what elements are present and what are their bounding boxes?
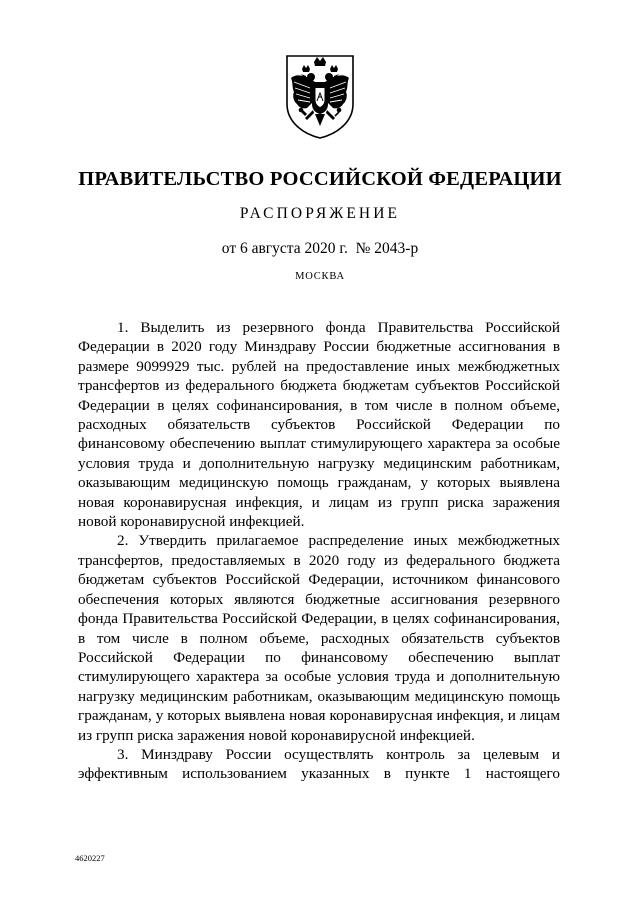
document-type: РАСПОРЯЖЕНИЕ	[239, 205, 401, 222]
document-code: 4620227	[75, 853, 105, 863]
paragraph-3: 3. Минздраву России осуществлять контроль за целевым и эффективным использованием указанных в пункте 1 настоящего	[78, 745, 560, 783]
paragraph-2: 2. Утвердить прилагаемое распределение иных межбюджетных трансфертов, предоставляемых в 2020 году из федерального бюджета бюджетам субъектов Российской Федерации, источником финансового обеспечения которых являются бюджетные ассигнования резервного фонда Правительства Российской Федерации, в целях софинансирования, в том числе в полном объеме, расходных обязательств субъектов Российской Федерации по финансовому обеспечению выплат стимулирующего характера за особые условия труда и дополнительную нагрузку медицинским работникам, оказывающим медицинскую помощь гражданам, у которых выявлена новая коронавирусная инфекция, и лицам из групп риска заражения новой коронавирусной инфекцией.	[78, 532, 560, 744]
government-title: ПРАВИТЕЛЬСТВО РОССИЙСКОЙ ФЕДЕРАЦИИ	[78, 168, 562, 190]
paragraph-1: 1. Выделить из резервного фонда Правительства Российской Федерации в 2020 году Минздраву России бюджетные ассигнования в размере 9099929 тыс. рублей на предоставление иных межбюджетных трансфертов из федерального бюджета бюджетам субъектов Российской Федерации в целях софинансирования, в том числе в полном объеме, расходных обязательств субъектов Российской Федерации по финансовому обеспечению выплат стимулирующего характера за особые условия труда и дополнительную нагрузку медицинским работникам, оказывающим медицинскую помощь гражданам, у которых выявлена новая коронавирусная инфекция, и лицам из групп риска заражения новой коронавирусной инфекцией.	[78, 319, 560, 531]
coat-of-arms-emblem	[277, 52, 363, 142]
document-date-number: от 6 августа 2020 г. № 2043-р	[221, 240, 419, 257]
document-city: МОСКВА	[295, 271, 345, 282]
document-body	[78, 318, 560, 784]
